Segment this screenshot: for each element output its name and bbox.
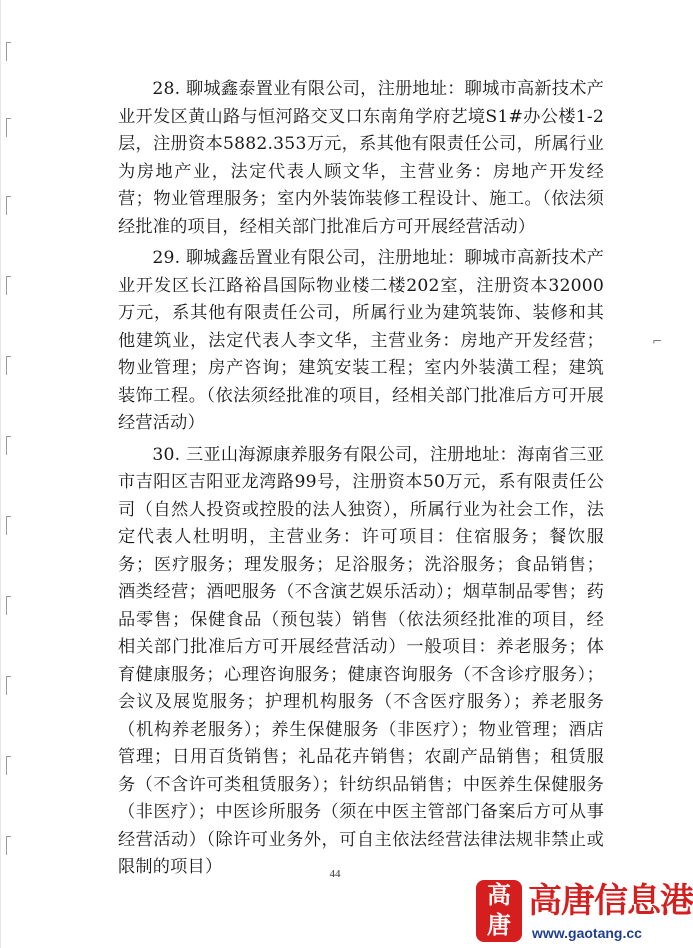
- watermark-title: 高唐信息港: [528, 881, 693, 921]
- scan-smudge-icon: ⌐: [652, 334, 663, 348]
- binding-margin-mark: [6, 276, 11, 295]
- binding-margin-mark: [6, 676, 11, 695]
- company-entry-29: 29. 聊城鑫岳置业有限公司，注册地址：聊城市高新技术产业开发区长江路裕昌国际物业楼二楼202室，注册资本32000万元，系其他有限责任公司，所属行业为建筑装饰、装修和其他建筑业，法定代表人李文华，主营业务：房地产开发经营；物业管理；房产咨询；建筑安装工程；室内外装潢工程；建筑装饰工程。（依法须经批准的项目，经相关部门批准后方可开展经营活动）: [118, 248, 604, 433]
- page-number: 44: [329, 868, 341, 880]
- company-entry-30: 30. 三亚山海源康养服务有限公司，注册地址：海南省三亚市吉阳区吉阳亚龙湾路99号，注册资本50万元，系有限责任公司（自然人投资或控股的法人独资），所属行业为社会工作，法定代表人杜明明，主营业务：许可项目：住宿服务；餐饮服务；医疗服务；理发服务；足浴服务；洗浴服务；食品销售；酒类经营；酒吧服务（不含演艺娱乐活动）；烟草制品零售；药品零售；保健食品（预包装）销售（依法须经批准的项目，经相关部门批准后方可开展经营活动）一般项目：养老服务；体育健康服务；心理咨询服务；健康咨询服务（不含诊疗服务）；会议及展览服务；护理机构服务（不含医疗服务）；养老服务（机构养老服务）；养生保健服务（非医疗）；物业管理；酒店管理；日用百货销售；礼品花卉销售；农副产品销售；租赁服务（不含许可类租赁服务）；针纺织品销售；中医养生保健服务（非医疗）；中医诊所服务（须在中医主管部门备案后方可从事经营活动）（除许可业务外，可自主依法经营法律法规非禁止或限制的项目）: [118, 444, 604, 877]
- binding-margin-mark: [6, 836, 11, 855]
- watermark-url: www.gaotang.cc: [532, 925, 642, 941]
- watermark-logo: [476, 880, 693, 944]
- binding-margin-mark: [6, 596, 11, 615]
- binding-margin-mark: [6, 356, 11, 375]
- watermark-seal-icon: 高唐: [476, 880, 522, 942]
- binding-margin-mark: [6, 196, 11, 215]
- binding-margin-mark: [6, 118, 11, 137]
- document-body: [118, 76, 604, 886]
- binding-margin-mark: [6, 436, 11, 455]
- binding-margin-mark: [6, 42, 11, 61]
- company-entry-28: 28. 聊城鑫泰置业有限公司，注册地址：聊城市高新技术产业开发区黄山路与恒河路交叉口东南角学府艺境S1#办公楼1-2层，注册资本5882.353万元，系其他有限责任公司，所属行业为房地产业，法定代表人顾文华，主营业务：房地产开发经营；物业管理服务；室内外装饰装修工程设计、施工。（依法须经批准的项目，经相关部门批准后方可开展经营活动）: [118, 79, 604, 237]
- binding-margin-mark: [6, 756, 11, 775]
- binding-margin-mark: [6, 516, 11, 535]
